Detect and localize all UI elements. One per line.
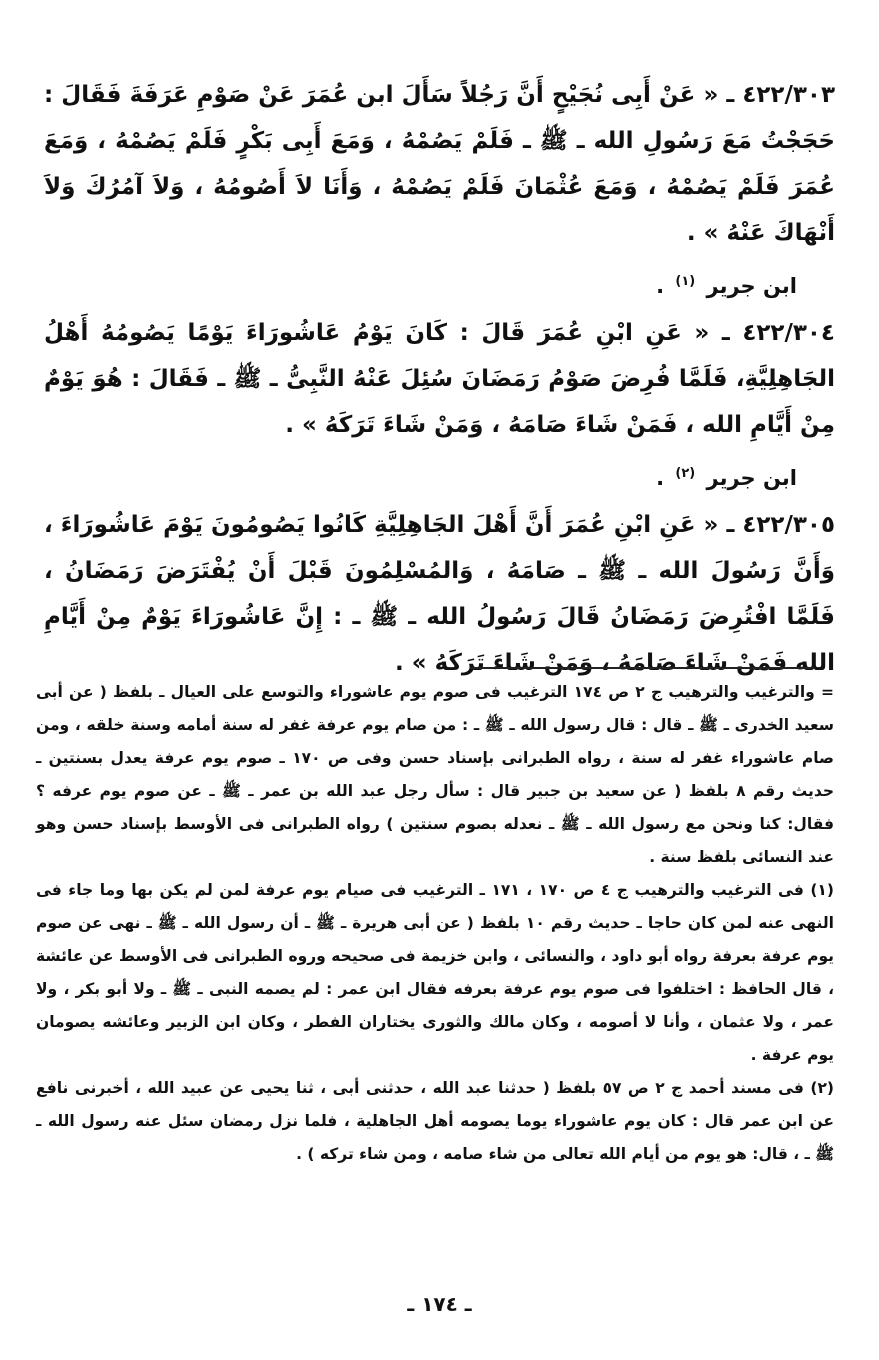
hadith-number: ٤٢٢/٣٠٥ ـ (726, 512, 835, 538)
period: . (656, 274, 665, 298)
hadith-303 (44, 72, 835, 256)
hadith-number: ٤٢٢/٣٠٤ ـ (721, 320, 835, 346)
hadith-304 (44, 310, 835, 448)
hadith-number: ٤٢٢/٣٠٣ ـ (726, 82, 835, 108)
footnote-reference: (١) (675, 274, 696, 289)
hadith-source (44, 262, 835, 306)
hadith-text: « عَنِ ابْنِ عُمَرَ أَنَّ أَهْلَ الجَاهِلِيَّةِ كَانُوا يَصُومُونَ يَوْمَ عَاشُورَاءَ ، وَأَنَّ رَسُولَ الله ـ ﷺ ـ صَامَهُ ، وَالمُسْلِمُونَ قَبْلَ أَنْ يُفْتَرَضَ رَمَضَانُ ، فَلَمَّا افْتُرِضَ رَمَضَانُ قَالَ رَسُولُ الله ـ ﷺ ـ : إِنَّ عَاشُورَاءَ يَوْمٌ مِنْ أَيَّامِ الله فَمَنْ شَاءَ صَامَهُ ، وَمَنْ شَاءَ تَرَكَهُ » . (44, 512, 835, 676)
hadith-text: « عَنِ ابْنِ عُمَرَ قَالَ : كَانَ يَوْمُ عَاشُورَاءَ يَوْمًا يَصُومُهُ أَهْلُ الجَاهِلِيَّةِ، فَلَمَّا فُرِضَ صَوْمُ رَمَضَانَ سُئِلَ عَنْهُ النَّبِىُّ ـ ﷺ ـ فَقَالَ : هُوَ يَوْمٌ مِنْ أَيَّامِ الله ، فَمَنْ شَاءَ صَامَهُ ، وَمَنْ شَاءَ تَرَكَهُ » . (44, 320, 835, 438)
hadith-text: « عَنْ أَبِى نُجَيْحٍ أَنَّ رَجُلاً سَأَلَ ابن عُمَرَ عَنْ صَوْمِ عَرَفَةَ فَقَالَ : حَجَجْتُ مَعَ رَسُولِ الله ـ ﷺ ـ فَلَمْ يَصُمْهُ ، وَمَعَ أَبِى بَكْرٍ فَلَمْ يَصُمْهُ ، وَمَعَ عُمَرَ فَلَمْ يَصُمْهُ ، وَمَعَ عُثْمَانَ فَلَمْ يَصُمْهُ ، وَأَنَا لاَ أَصُومُهُ ، وَلاَ آمُرُكَ وَلاَ أَنْهَاكَ عَنْهُ » . (44, 82, 835, 246)
footnote-1: (١) فى الترغيب والترهيب ج ٤ ص ١٧٠ ، ١٧١ ـ الترغيب فى صيام يوم عرفة لمن لم يكن بها وما جاء فى النهى عنه لمن كان حاجا ـ حديث رقم ١٠ بلفظ ( عن أبى هريرة ـ ﷺ ـ أن رسول الله ـ ﷺ ـ نهى عن صوم يوم عرفة بعرفة رواه أبو داود ، والنسائى ، وابن خزيمة فى صحيحه وروه الطبرانى فى الأوسط عن عائشة ، قال الحافظ : اختلفوا فى صوم يوم عرفة بعرفه فقال ابن عمر : لم يصمه النبى ـ ﷺ ـ ولا أبو بكر ، ولا عمر ، ولا عثمان ، وأنا لا أصومه ، وكان مالك والثورى يختاران الفطر ، وكان ابن الزبير وعائشه يصومان يوم عرفة . (36, 881, 834, 1064)
footnotes (36, 676, 834, 1171)
main-text (44, 72, 835, 686)
source-name: ابن جرير (706, 466, 797, 490)
footnote-reference: (٢) (675, 466, 696, 481)
hadith-source (44, 454, 835, 498)
period: . (656, 466, 665, 490)
footnote-separator (470, 667, 815, 669)
page-number: ـ ١٧٤ ـ (407, 1292, 472, 1316)
source-name: ابن جرير (706, 274, 797, 298)
footnote-2: (٢) فى مسند أحمد ج ٢ ص ٥٧ بلفظ ( حدثنا عبد الله ، حدثنى أبى ، ثنا يحيى عن عبيد الله ، أخبرنى نافع عن ابن عمر قال : كان يوم عاشوراء يوما يصومه أهل الجاهلية ، فلما نزل رمضان سئل عنه رسول الله ـ ﷺ ـ ، قال: هو يوم من أيام الله تعالى من شاء صامه ، ومن شاء تركه ) . (36, 1079, 834, 1163)
hadith-305 (44, 502, 835, 686)
footnote-continued: = والترغيب والترهيب ج ٢ ص ١٧٤ الترغيب فى صوم يوم عاشوراء والتوسع على العيال ـ بلفظ ( عن أبى سعيد الخدرى ـ ﷺ ـ قال : قال رسول الله ـ ﷺ ـ : من صام يوم عرفة غفر له سنة أمامه وسنة خلقه ، ومن صام عاشوراء غفر له سنة ، رواه الطبرانى بإسناد حسن وفى ص ١٧٠ ـ صوم يوم عرفة يعدل بسنتين ـ حديث رقم ٨ بلفظ ( عن سعيد بن جبير قال : سأل رجل عبد الله بن عمر ـ ﷺ ـ عن صوم يوم عرفه ؟ فقال: كنا ونحن مع رسول الله ـ ﷺ ـ نعدله بصوم سنتين ) رواه الطبرانى فى الأوسط بإسناد حسن وهو عند النسائى بلفظ سنة . (36, 683, 834, 866)
